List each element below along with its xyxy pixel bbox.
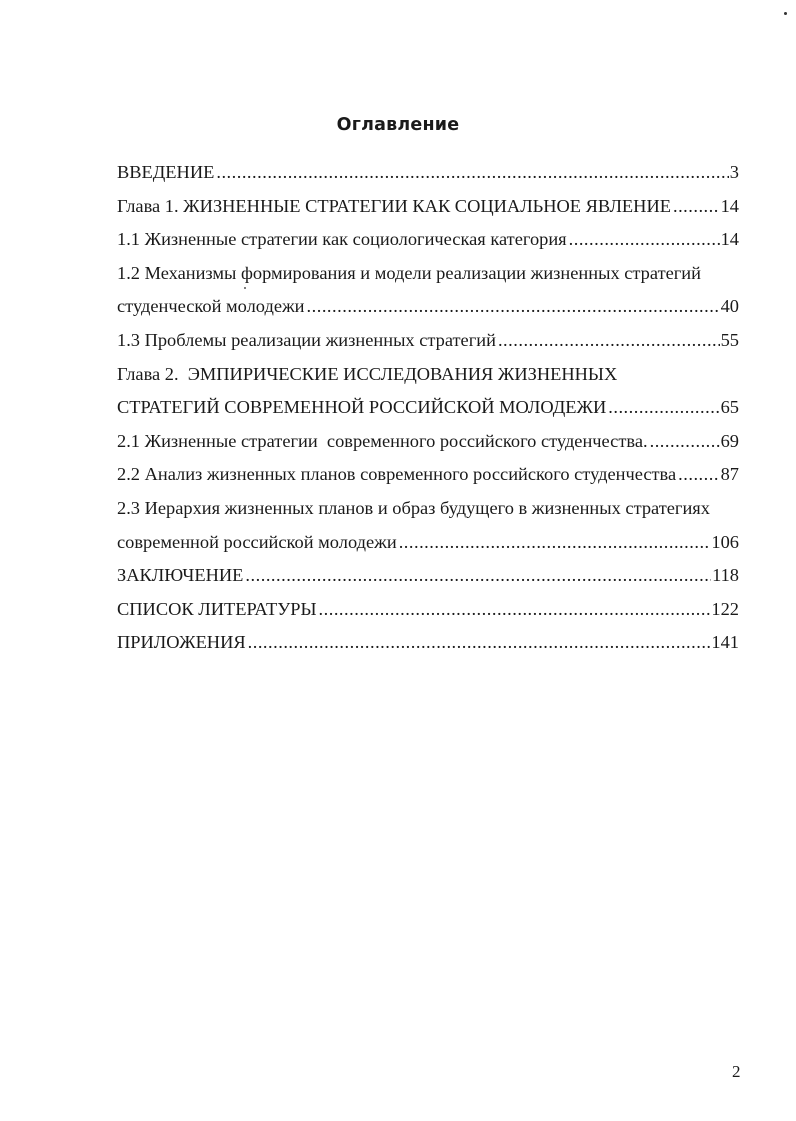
page-number: 2 <box>732 1062 741 1081</box>
toc-entry-label: студенческой молодежи <box>117 296 305 317</box>
dot-leader <box>319 593 711 627</box>
toc-entry-chapter-2[interactable] <box>117 358 739 392</box>
dot-leader <box>678 458 719 492</box>
dot-leader <box>216 156 728 190</box>
toc-entry-label: современной российской молодежи <box>117 531 397 552</box>
scan-mark <box>784 12 787 15</box>
toc-entry-page: 65 <box>720 397 739 418</box>
dot-leader <box>248 626 711 660</box>
dot-leader <box>569 223 720 257</box>
toc-entry-label: Глава 2. ЭМПИРИЧЕСКИЕ ИССЛЕДОВАНИЯ ЖИЗНЕННЫХ <box>117 363 618 384</box>
page-title: Оглавление <box>336 115 460 135</box>
toc-entry-chapter-2-cont[interactable] <box>117 391 739 425</box>
toc-entry-page: 87 <box>720 464 739 485</box>
toc-entry-label: 2.2 Анализ жизненных планов современного российского студенчества <box>117 464 677 485</box>
dot-leader <box>307 290 720 324</box>
toc-entry-page: 122 <box>711 598 739 619</box>
toc-entry-label: 1.3 Проблемы реализации жизненных стратегий <box>117 329 496 350</box>
toc-entry-page: 55 <box>720 329 739 350</box>
dot-leader <box>673 190 720 224</box>
toc-entry-label: 1.2 Механизмы формирования и модели реализации жизненных стратегий <box>117 262 701 283</box>
toc-entry-references[interactable] <box>117 593 739 627</box>
toc-entry-label: СПИСОК ЛИТЕРАТУРЫ <box>117 598 317 619</box>
toc-entry-label: Глава 1. ЖИЗНЕННЫЕ СТРАТЕГИИ КАК СОЦИАЛЬНОЕ ЯВЛЕНИЕ <box>117 195 671 216</box>
toc-entry-appendices[interactable] <box>117 626 739 660</box>
toc-entry-page: 118 <box>712 565 739 586</box>
dot-leader <box>650 425 720 459</box>
toc-entry-section-2-3[interactable] <box>117 492 739 526</box>
toc-entry-section-1-1[interactable] <box>117 223 739 257</box>
toc-entry-page: 14 <box>720 229 739 250</box>
toc-entry-label: 2.1 Жизненные стратегии современного российского студенчества. <box>117 430 648 451</box>
toc-entry-page: 141 <box>711 632 739 653</box>
toc-entry-label: 2.3 Иерархия жизненных планов и образ будущего в жизненных стратегиях <box>117 497 710 518</box>
dot-leader <box>498 324 720 358</box>
toc-entry-label: ЗАКЛЮЧЕНИЕ <box>117 565 244 586</box>
toc-entry-label: СТРАТЕГИЙ СОВРЕМЕННОЙ РОССИЙСКОЙ МОЛОДЕЖИ <box>117 397 607 418</box>
toc-entry-label: ПРИЛОЖЕНИЯ <box>117 632 246 653</box>
toc-entry-conclusion[interactable] <box>117 559 739 593</box>
toc-entry-page: 14 <box>720 195 739 216</box>
toc-entry-section-1-2[interactable] <box>117 257 739 291</box>
toc-entry-section-2-2[interactable] <box>117 458 739 492</box>
toc-entry-section-2-1[interactable] <box>117 425 739 459</box>
dot-leader <box>608 391 719 425</box>
toc-entry-section-2-3-cont[interactable] <box>117 526 739 560</box>
toc-entry-page: 106 <box>711 531 739 552</box>
toc-entry-label: ВВЕДЕНИЕ <box>117 162 215 182</box>
toc-entry-page: 40 <box>720 296 739 317</box>
toc-entry-section-1-3[interactable] <box>117 324 739 358</box>
toc-entry-label: 1.1 Жизненные стратегии как социологическая категория <box>117 229 567 250</box>
dot-leader <box>399 526 711 560</box>
dot-leader <box>245 559 711 593</box>
toc-entry-section-1-2-cont[interactable] <box>117 290 739 324</box>
toc-entry-page: 3 <box>729 162 739 182</box>
toc-entry-chapter-1[interactable] <box>117 190 739 224</box>
table-of-contents <box>117 156 739 660</box>
toc-entry-page: 69 <box>720 430 739 451</box>
toc-entry-introduction[interactable] <box>117 156 739 190</box>
